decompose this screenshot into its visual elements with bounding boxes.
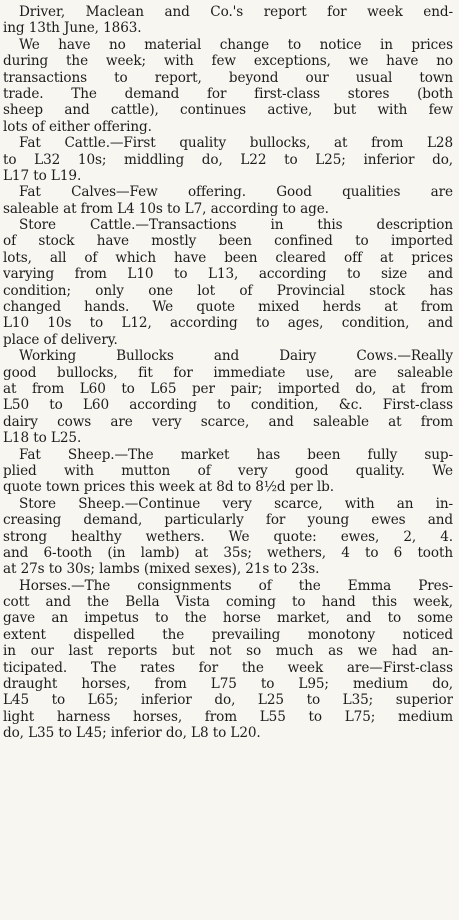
- report-line: transactions to report, beyond our usual town: [3, 69, 453, 86]
- report-line: at 27s to 30s; lambs (mixed sexes), 21s to 23s.: [3, 561, 320, 578]
- report-line: creasing demand, particularly for young ewes and: [3, 512, 453, 529]
- report-line: Driver, Maclean and Co.'s report for week end-: [19, 4, 453, 20]
- report-line: good bullocks, fit for immediate use, are saleable: [3, 364, 453, 381]
- report-line: L17 to L19.: [3, 167, 82, 184]
- report-line: cott and the Bella Vista coming to hand this week,: [3, 594, 453, 611]
- report-line: place of delivery.: [3, 331, 118, 348]
- report-line: light harness horses, from L55 to L75; medium: [3, 708, 453, 725]
- report-line: Store Cattle.—Transactions in this description: [19, 217, 453, 234]
- report-line: Fat Cattle.—First quality bullocks, at from L28: [19, 135, 453, 152]
- report-line: during the week; with few exceptions, we have no: [3, 53, 453, 70]
- report-line: Fat Calves—Few offering. Good qualities are: [19, 184, 453, 201]
- report-line: extent dispelled the prevailing monotony noticed: [3, 626, 453, 643]
- report-line: draught horses, from L75 to L95; medium do,: [3, 676, 453, 693]
- report-line: do, L35 to L45; inferior do, L8 to L20.: [3, 725, 261, 742]
- report-line: gave an impetus to the horse market, and to some: [3, 610, 453, 627]
- report-line: Working Bullocks and Dairy Cows.—Really: [19, 348, 453, 365]
- report-line: Store Sheep.—Continue very scarce, with an in-: [19, 495, 453, 512]
- market-report-body: [3, 4, 453, 742]
- report-line: plied with mutton of very good quality. We: [3, 462, 453, 479]
- report-line: Horses.—The consignments of the Emma Pres-: [19, 577, 453, 594]
- report-line: L45 to L65; inferior do, L25 to L35; superior: [3, 692, 453, 709]
- report-line: L50 to L60 according to condition, &c. First-class: [3, 397, 453, 414]
- report-line: ing 13th June, 1863.: [3, 20, 142, 37]
- report-line: of stock have mostly been confined to imported: [3, 233, 453, 250]
- report-line: at from L60 to L65 per pair; imported do, at from: [3, 380, 453, 397]
- report-line: lots, all of which have been cleared off at prices: [3, 249, 453, 266]
- report-line: to L32 10s; middling do, L22 to L25; inferior do,: [3, 151, 453, 168]
- report-line: We have no material change to notice in prices: [19, 36, 453, 53]
- report-line: condition; only one lot of Provincial stock has: [3, 282, 453, 299]
- report-line: in our last reports but not so much as we had an-: [3, 643, 453, 660]
- report-line: trade. The demand for first-class stores (both: [3, 85, 453, 102]
- report-line: changed hands. We quote mixed herds at from: [3, 299, 453, 316]
- report-line: L10 10s to L12, according to ages, condition, and: [3, 315, 453, 332]
- report-line: dairy cows are very scarce, and saleable at from: [3, 413, 453, 430]
- report-line: Fat Sheep.—The market has been fully sup-: [19, 446, 453, 463]
- report-line: L18 to L25.: [3, 430, 82, 447]
- report-line: strong healthy wethers. We quote: ewes, 2, 4.: [3, 528, 453, 545]
- report-line: saleable at from L4 10s to L7, according to age.: [3, 200, 329, 217]
- report-line: lots of either offering.: [3, 118, 152, 135]
- report-line: sheep and cattle), continues active, but with few: [3, 102, 453, 119]
- report-line: varying from L10 to L13, according to size and: [3, 266, 453, 283]
- report-line: ticipated. The rates for the week are—First-class: [3, 659, 453, 676]
- report-line: and 6-tooth (in lamb) at 35s; wethers, 4 to 6 tooth: [3, 544, 453, 561]
- report-line: quote town prices this week at 8d to 8½d per lb.: [3, 479, 334, 496]
